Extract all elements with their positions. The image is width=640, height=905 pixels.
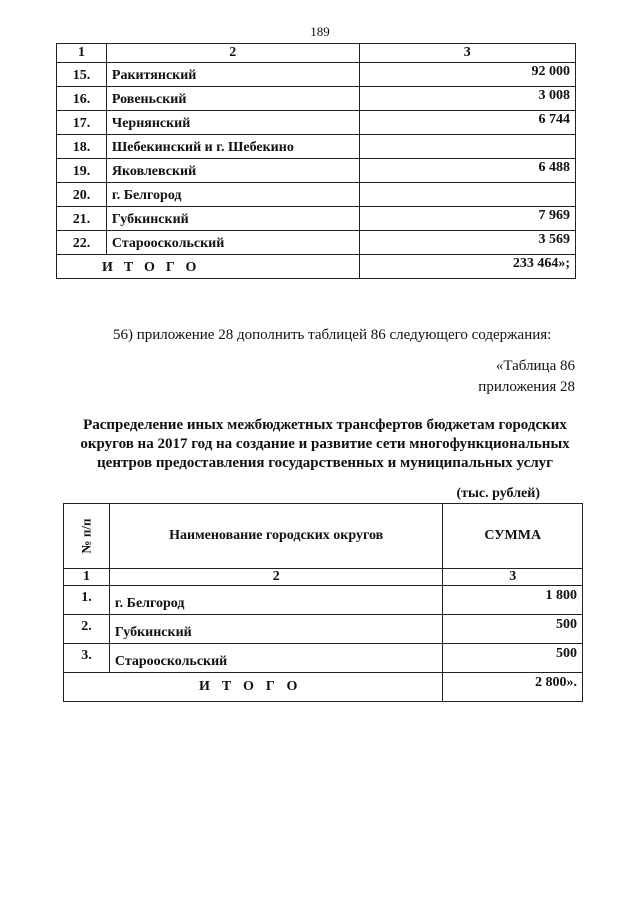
table-row (57, 111, 576, 135)
total-row (64, 673, 583, 702)
row-number: 16. (57, 87, 107, 111)
table-row (64, 586, 583, 615)
row-number: 2. (64, 615, 110, 644)
district-value: 6 488 (359, 159, 575, 183)
table-header-row (64, 504, 583, 569)
column-index-row (64, 569, 583, 586)
district-name: Ровеньский (106, 87, 359, 111)
row-number: 21. (57, 207, 107, 231)
total-value: 233 464»; (359, 255, 575, 279)
table-row (57, 63, 576, 87)
district-name: Губкинский (109, 615, 443, 644)
district-name: г. Белгород (106, 183, 359, 207)
district-value: 500 (443, 615, 583, 644)
row-number: 22. (57, 231, 107, 255)
row-number: 3. (64, 644, 110, 673)
table-row (57, 207, 576, 231)
column-index: 3 (443, 569, 583, 586)
transfers-table (63, 503, 583, 702)
districts-table (56, 43, 576, 279)
column-header-name: Наименование городских округов (109, 504, 443, 569)
annex-table-label: «Таблица 86 (495, 358, 575, 374)
table-row (57, 135, 576, 159)
row-number: 1. (64, 586, 110, 615)
column-header: 3 (359, 44, 575, 63)
table-row (57, 183, 576, 207)
row-number: 19. (57, 159, 107, 183)
row-number: 15. (57, 63, 107, 87)
column-header: 2 (106, 44, 359, 63)
district-value (359, 183, 575, 207)
page-number: 189 (310, 24, 330, 39)
column-header: 1 (57, 44, 107, 63)
total-value: 2 800». (443, 673, 583, 702)
district-value: 7 969 (359, 207, 575, 231)
column-header-sum: СУММА (443, 504, 583, 569)
column-header-number: № п/п (64, 504, 110, 569)
column-index: 1 (64, 569, 110, 586)
row-number: 18. (57, 135, 107, 159)
district-name: Ракитянский (106, 63, 359, 87)
amendment-paragraph: 56) приложение 28 дополнить таблицей 86 следующего содержания: (113, 327, 552, 343)
annex-appendix-label: приложения 28 (478, 379, 575, 395)
column-index: 2 (109, 569, 443, 586)
district-value: 92 000 (359, 63, 575, 87)
table-row (64, 615, 583, 644)
district-name: Чернянский (106, 111, 359, 135)
row-number: 20. (57, 183, 107, 207)
district-name: Старооскольский (106, 231, 359, 255)
district-value: 500 (443, 644, 583, 673)
table-row (57, 231, 576, 255)
row-number: 17. (57, 111, 107, 135)
table-row (57, 87, 576, 111)
district-value (359, 135, 575, 159)
total-row (57, 255, 576, 279)
district-name: Шебекинский и г. Шебекино (106, 135, 359, 159)
district-value: 1 800 (443, 586, 583, 615)
total-label: ИТОГО (64, 673, 443, 702)
table-row (64, 644, 583, 673)
table-header-row (57, 44, 576, 63)
units-label: (тыс. рублей) (456, 486, 540, 501)
district-name: Губкинский (106, 207, 359, 231)
table-title: Распределение иных межбюджетных трансфертов бюджетам городских округов на 2017 год на создание и развитие сети многофункциональных центров предоставления государственных и муниципальных услуг (80, 417, 570, 471)
table-row (57, 159, 576, 183)
district-value: 3 569 (359, 231, 575, 255)
total-label: ИТОГО (57, 255, 360, 279)
district-name: г. Белгород (109, 586, 443, 615)
district-value: 3 008 (359, 87, 575, 111)
district-name: Старооскольский (109, 644, 443, 673)
district-name: Яковлевский (106, 159, 359, 183)
district-value: 6 744 (359, 111, 575, 135)
